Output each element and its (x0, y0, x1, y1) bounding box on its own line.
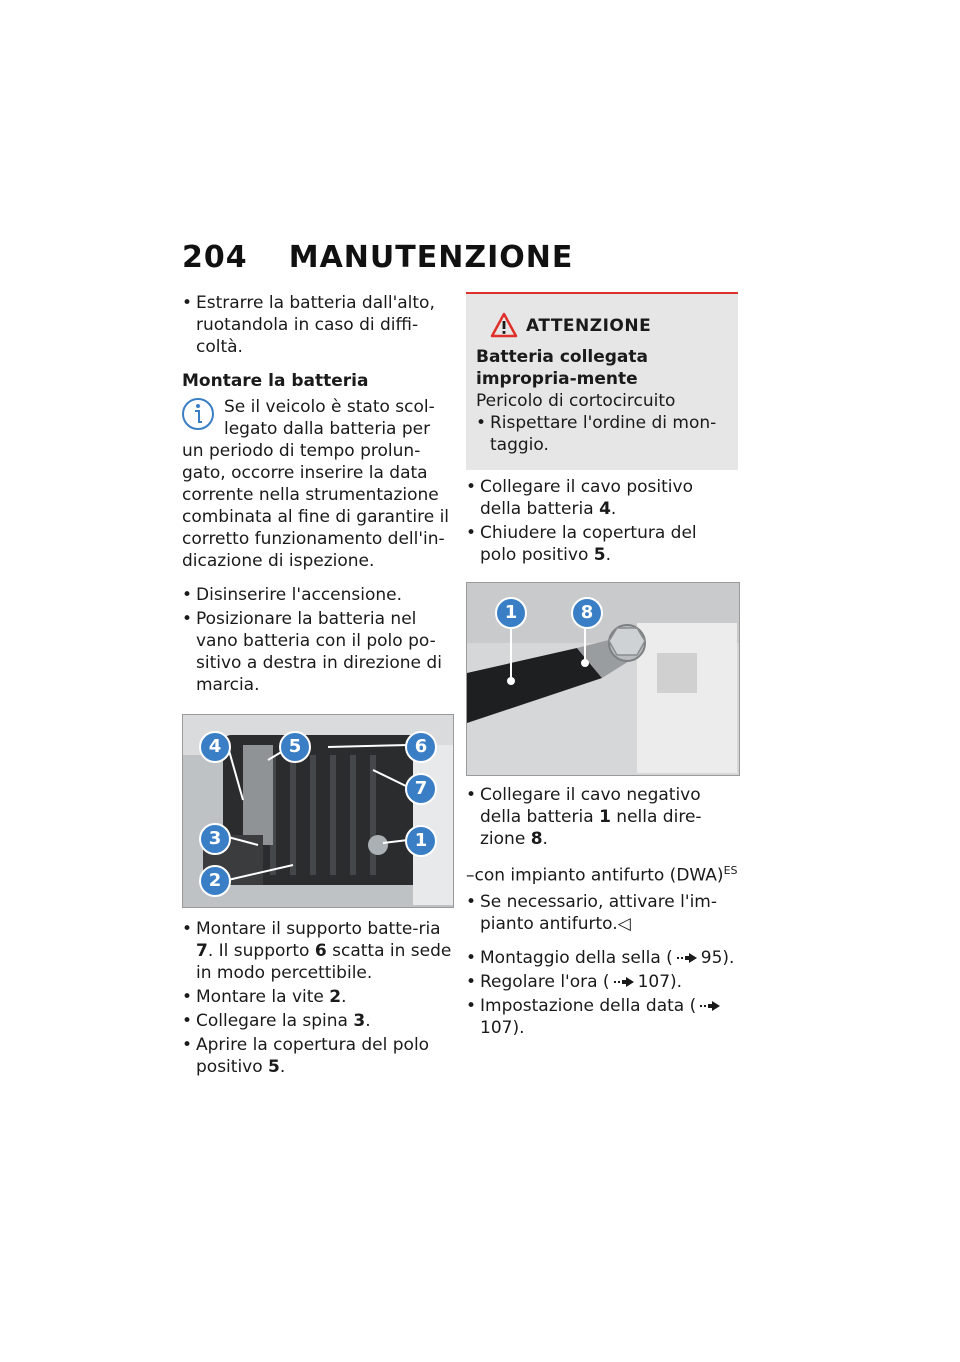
callout-8: 8 (571, 597, 603, 629)
bullet-screw: • Montare la vite 2. (182, 986, 452, 1008)
page-title: MANUTENZIONE (288, 240, 574, 275)
bullet-ignition: • Disinserire l'accensione. (182, 584, 452, 606)
page-reference-arrow-icon (614, 977, 634, 987)
callout-5: 5 (279, 731, 311, 763)
bullet-close-cover: • Chiudere la copertura del polo positivo 5. (466, 522, 738, 566)
bullet-position-battery: • Posizionare la batteria nel vano batteria con il polo po-sitivo a destra in direzione di marcia. (182, 608, 452, 696)
info-icon (180, 396, 216, 432)
info-note-text: Se il veicolo è stato scol-legato dalla batteria per un periodo di tempo prolun-gato, occorre inserire la data corrente nella strumentazione combinata al fine di garantire il corretto funzionamento dell'in-dicazione di ispezione. (182, 397, 450, 571)
warning-title: ATTENZIONE (526, 316, 652, 336)
bullet-open-cover: • Aprire la copertura del polo positivo 5. (182, 1034, 452, 1078)
callout-6: 6 (405, 731, 437, 763)
warning-header (476, 306, 728, 346)
bullet-extract-battery: • Estrarre la batteria dall'alto, ruotandola in caso di diffi-coltà. (182, 292, 452, 358)
condition-line: –con impianto antifurto (DWA)$^{ES}$ (466, 864, 738, 886)
warning-triangle-icon (490, 312, 518, 338)
callout-1: 1 (495, 597, 527, 629)
warning-bullet: • Rispettare l'ordine di mon-taggio. (476, 412, 728, 456)
warning-subtitle: Batteria collegata impropria-mente (476, 347, 648, 389)
section-heading: Montare la batteria (182, 371, 369, 391)
callout-4: 4 (199, 731, 231, 763)
callout-2: 2 (199, 865, 231, 897)
bullet-seat: • Montaggio della sella ( 95). (466, 947, 738, 969)
callout-1: 1 (405, 825, 437, 857)
page-header (182, 240, 573, 275)
warning-box (466, 292, 738, 470)
callout-7: 7 (405, 773, 437, 805)
bullet-time: • Regolare l'ora ( 107). (466, 971, 738, 993)
bullet-support: • Montare il supporto batte-ria 7. Il supporto 6 scatta in sede in modo percettibile. (182, 918, 452, 984)
left-column (182, 292, 452, 1080)
callout-3: 3 (199, 823, 231, 855)
bullet-alarm: • Se necessario, attivare l'im-pianto antifurto.◁ (466, 891, 738, 935)
right-column (466, 292, 738, 1041)
bullet-plug: • Collegare la spina 3. (182, 1010, 452, 1032)
end-mark: ◁ (617, 913, 631, 934)
battery-photo (182, 714, 454, 908)
page-reference-arrow-icon (700, 1001, 720, 1011)
bullet-date: • Impostazione della data (107). (466, 995, 738, 1039)
page-reference-arrow-icon (677, 953, 697, 963)
warning-text: Pericolo di cortocircuito (476, 391, 676, 411)
page-number: 204 (182, 240, 248, 275)
terminal-photo (466, 582, 740, 776)
bullet-connect-positive: • Collegare il cavo positivo della batteria 4. (466, 476, 738, 520)
info-note (182, 396, 452, 572)
bullet-connect-negative: • Collegare il cavo negativo della batteria 1 nella dire-zione 8. (466, 784, 738, 850)
